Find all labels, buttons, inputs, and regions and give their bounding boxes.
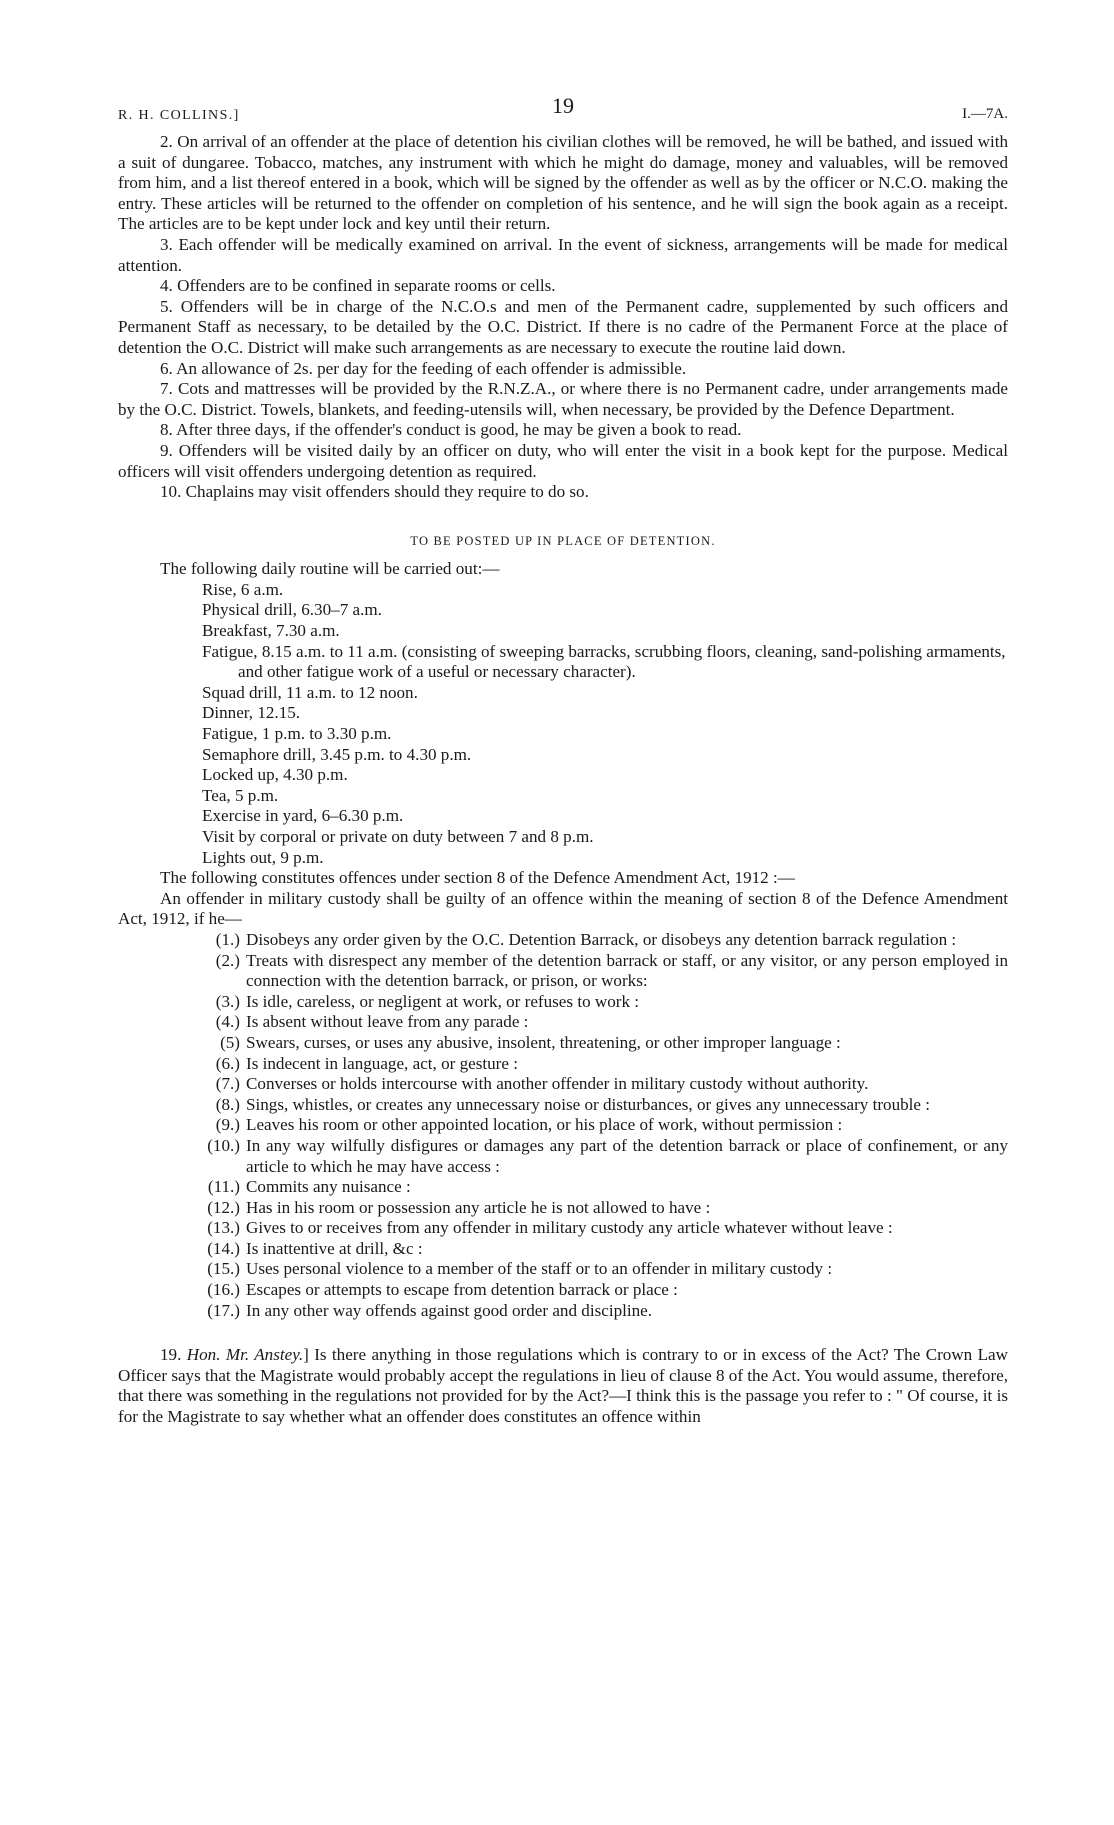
- offence-number: (7.): [215, 1074, 240, 1094]
- offence-number: (1.): [215, 929, 240, 949]
- routine-item: Exercise in yard, 6–6.30 p.m.: [202, 806, 404, 826]
- offence-item: [192, 930, 1008, 951]
- routine-item: Physical drill, 6.30–7 a.m.: [202, 600, 382, 620]
- offence-number: (14.): [207, 1238, 240, 1258]
- question-speaker: Hon. Mr. Anstey.: [186, 1345, 304, 1365]
- offence-text: In any other way offends against good order and discipline.: [246, 1300, 653, 1320]
- offence-number: (16.): [207, 1280, 240, 1300]
- offence-number: (6.): [215, 1053, 240, 1073]
- routine-item: Fatigue, 8.15 a.m. to 11 a.m. (consisting of sweeping barracks, scrubbing floors, cleaning, sand-polishing armaments, and other fatigue work of a useful or necessary character).: [202, 641, 1006, 682]
- offence-text: Escapes or attempts to escape from detention barrack or place :: [246, 1280, 678, 1300]
- routine-item: Dinner, 12.15.: [202, 703, 301, 723]
- offence-text: Is inattentive at drill, &c :: [246, 1238, 423, 1258]
- offence-text: Gives to or receives from any offender in military custody any article whatever without leave :: [246, 1218, 893, 1238]
- question-number: 19.: [160, 1345, 182, 1365]
- offence-number: (10.): [207, 1135, 240, 1155]
- routine-item: Visit by corporal or private on duty between 7 and 8 p.m.: [202, 827, 594, 846]
- offence-number: (17.): [207, 1300, 240, 1320]
- offence-text: Is absent without leave from any parade :: [246, 1012, 529, 1032]
- paragraph-9: 9. Offenders will be visited daily by an officer on duty, who will enter the visit in a book kept for the purpose. Medical officers will visit offenders undergoing detention as required.: [118, 440, 1008, 481]
- offence-text: Is idle, careless, or negligent at work, or refuses to work :: [246, 991, 640, 1011]
- page-header: [118, 92, 1008, 126]
- offence-number: (12.): [207, 1197, 240, 1217]
- offence-item: [192, 1095, 1008, 1116]
- offence-text: Converses or holds intercourse with another offender in military custody without authority.: [246, 1074, 869, 1094]
- offence-text: Leaves his room or other appointed location, or his place of work, without permission :: [246, 1115, 843, 1135]
- routine-item: Lights out, 9 p.m.: [202, 847, 324, 867]
- paragraph-6: 6. An allowance of 2s. per day for the feeding of each offender is admissible.: [160, 358, 687, 378]
- offence-text: Sings, whistles, or creates any unnecessary noise or disturbances, or gives any unnecessary trouble :: [246, 1094, 931, 1114]
- offences-lead: An offender in military custody shall be guilty of an offence within the meaning of section 8 of the Defence Amendment Act, 1912, if he—: [118, 888, 1008, 929]
- offence-item: [192, 1239, 1008, 1260]
- offence-item: [192, 1280, 1008, 1301]
- offence-text: Commits any nuisance :: [246, 1177, 411, 1197]
- paragraph-4: 4. Offenders are to be confined in separate rooms or cells.: [160, 276, 556, 296]
- offence-text: Treats with disrespect any member of the detention barrack or staff, or any visitor, or any person employed in connection with the detention barrack, or prison, or works:: [246, 950, 1008, 991]
- offence-item: [192, 1198, 1008, 1219]
- offence-number: (3.): [215, 991, 240, 1011]
- offence-item: [192, 1115, 1008, 1136]
- routine-item: Rise, 6 a.m.: [202, 579, 284, 599]
- offence-item: [192, 1033, 1008, 1054]
- offence-item: [192, 951, 1008, 992]
- routine-item: Breakfast, 7.30 a.m.: [202, 621, 340, 641]
- offence-number: (4.): [215, 1012, 240, 1032]
- offence-item: [192, 1301, 1008, 1322]
- offence-item: [192, 1074, 1008, 1095]
- offences-intro: The following constitutes offences under section 8 of the Defence Amendment Act, 1912 :—: [160, 868, 795, 888]
- regulations-paragraphs: [118, 132, 1008, 503]
- paragraph-3: 3. Each offender will be medically examined on arrival. In the event of sickness, arrangements will be made for medical attention.: [118, 234, 1008, 275]
- offence-number: (2.): [215, 950, 240, 970]
- offence-number: (11.): [207, 1177, 240, 1197]
- offence-text: Has in his room or possession any article he is not allowed to have :: [246, 1197, 711, 1217]
- routine-item: Tea, 5 p.m.: [202, 785, 279, 805]
- offence-item: [192, 1136, 1008, 1177]
- offence-number: (13.): [207, 1218, 240, 1238]
- routine-item: Squad drill, 11 a.m. to 12 noon.: [202, 682, 418, 702]
- question-text: ] Is there anything in those regulations which is contrary to or in excess of the Act? The Crown Law Officer says that the Magistrate would probably accept the regulations in lieu of clause 8 of the Act. You would assume, therefore, that there was something in the regulations not provided for by the Act?—I think this is the passage you refer to : " Of course, it is for the Magistrate to say whether what an offender does constitutes an offence within: [118, 1345, 1008, 1427]
- offence-number: (9.): [215, 1115, 240, 1135]
- notice-heading: TO BE POSTED UP IN PLACE OF DETENTION.: [410, 533, 716, 548]
- document-page: [118, 92, 1008, 1445]
- header-witness-name: R. H. COLLINS.]: [118, 108, 240, 123]
- offence-text: In any way wilfully disfigures or damages any part of the detention barrack or place of confinement, or any article to which he may have access :: [246, 1135, 1008, 1176]
- offence-item: [192, 1177, 1008, 1198]
- offence-item: [192, 1259, 1008, 1280]
- offence-number: (15.): [207, 1259, 240, 1279]
- offence-item: [192, 1218, 1008, 1239]
- routine-item: Fatigue, 1 p.m. to 3.30 p.m.: [202, 724, 392, 744]
- routine-intro: The following daily routine will be carried out:—: [160, 559, 500, 579]
- question-19: [118, 1345, 1008, 1427]
- offence-text: Disobeys any order given by the O.C. Detention Barrack, or disobeys any detention barrack regulation :: [246, 929, 957, 949]
- offence-text: Uses personal violence to a member of the staff or to an offender in military custody :: [246, 1259, 833, 1279]
- offence-number: (8.): [215, 1094, 240, 1114]
- routine-item: Semaphore drill, 3.45 p.m. to 4.30 p.m.: [202, 744, 472, 764]
- offence-number: (5): [220, 1032, 240, 1052]
- paragraph-7: 7. Cots and mattresses will be provided by the R.N.Z.A., or where there is no Permanent cadre, under arrangements made by the O.C. District. Towels, blankets, and feeding-utensils will, when necessary, be provided by the Defence Department.: [118, 379, 1008, 419]
- offence-item: [192, 1012, 1008, 1033]
- paragraph-10: 10. Chaplains may visit offenders should they require to do so.: [160, 482, 589, 502]
- offence-item: [192, 992, 1008, 1013]
- offences-list: [192, 930, 1008, 1321]
- daily-routine-list: [202, 580, 1008, 868]
- page-number: 19: [552, 93, 574, 118]
- paragraph-2: 2. On arrival of an offender at the place of detention his civilian clothes will be removed, he will be bathed, and issued with a suit of dungaree. Tobacco, matches, any instrument with which he might do damage, money and valuables, will be removed from him, and a list thereof entered in a book, which will be signed by the offender as well as by the officer or N.C.O. making the entry. These articles will be returned to the offender on completion of his sentence, and he will sign the book again as a receipt. The articles are to be kept under lock and key until their return.: [118, 132, 1008, 234]
- offence-text: Is indecent in language, act, or gesture :: [246, 1053, 518, 1073]
- routine-item: Locked up, 4.30 p.m.: [202, 765, 348, 785]
- paragraph-8: 8. After three days, if the offender's conduct is good, he may be given a book to read.: [160, 420, 742, 440]
- offence-item: [192, 1054, 1008, 1075]
- paragraph-5: 5. Offenders will be in charge of the N.C.O.s and men of the Permanent cadre, supplemented by such officers and Permanent Staff as necessary, to be detailed by the O.C. District. If there is no cadre of the Permanent Force at the place of detention the O.C. District will make such arrangements as are necessary to execute the routine laid down.: [118, 296, 1008, 357]
- header-paper-reference: I.—7A.: [962, 106, 1008, 122]
- offence-text: Swears, curses, or uses any abusive, insolent, threatening, or other improper language :: [246, 1032, 841, 1052]
